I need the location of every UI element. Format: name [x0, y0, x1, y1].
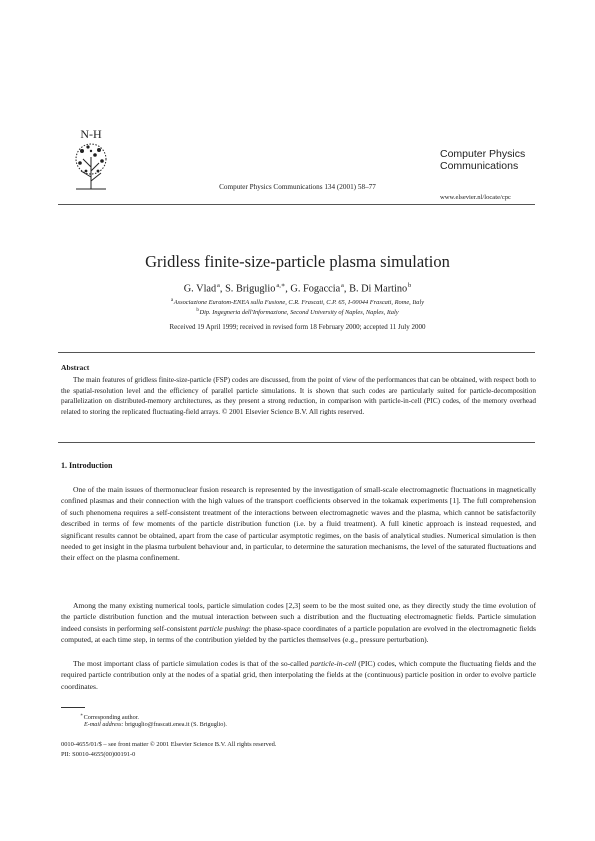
- author-separator: ,: [285, 283, 291, 295]
- affiliation-text: Dip. Ingegneria dell'Informazione, Second University of Naples, Naples, Italy: [199, 309, 399, 317]
- paper-title: Gridless finite-size-particle plasma simulation: [145, 252, 450, 271]
- section-heading-introduction: 1. Introduction: [61, 461, 113, 470]
- affiliation-text: Associazione Euratom-ENEA sulla Fusione, C.R. Frascati, C.P. 65, I-00044 Frascati, Rome, Italy: [173, 299, 425, 307]
- author-name: B. Di Martino: [349, 283, 408, 295]
- affiliation-mark: a: [170, 298, 174, 303]
- author-affiliation-mark: a: [341, 282, 344, 289]
- article-dates: Received 19 April 1999; received in revised form 18 February 2000; accepted 11 July 2000: [169, 323, 426, 331]
- pii-line: PII: S0010-4655(00)00191-0: [61, 751, 136, 758]
- emphasis-term: particle pushing: [199, 623, 249, 633]
- emphasis-term: particle-in-cell: [310, 659, 357, 668]
- title-divider: [58, 352, 535, 353]
- intro-paragraph-2: [61, 600, 536, 646]
- footnote-text: Corresponding author.: [83, 714, 139, 722]
- footnote-mark: ∗: [80, 712, 84, 717]
- journal-brand-line-2: Communications: [440, 160, 519, 172]
- journal-brand: [440, 148, 560, 172]
- abstract-heading: Abstract: [61, 363, 90, 372]
- publisher-logo-text: N-H: [80, 127, 102, 141]
- copyright-line: 0010-4655/01/$ – see front matter © 2001 Elsevier Science B.V. All rights reserved.: [61, 741, 277, 748]
- author-name: G. Fogaccia: [290, 283, 341, 295]
- paragraph-text: The most important class of particle simulation codes is that of the so-called: [73, 659, 311, 668]
- email-label: E-mail address:: [84, 721, 124, 728]
- author-separator: ,: [343, 283, 350, 295]
- author-name: G. Vlad: [183, 283, 217, 295]
- journal-citation: Computer Physics Communications 134 (2001) 58–77: [219, 183, 376, 191]
- footnote-email: [84, 721, 227, 728]
- paragraph-text: Among the many existing numerical tools, particle simulation codes [2,3] seem to be the most suited one, as they directly study the time evolution of the particle distribution function and the mutual interaction between such a distribution and the fluctuating electromagnetic fields. Particle simulation indeed consists in performing self-consistent: [61, 601, 536, 633]
- journal-url[interactable]: www.elsevier.nl/locate/cpc: [440, 194, 511, 201]
- paragraph-text: (PIC) codes, which compute the fluctuating fields and the required particle contribution only at the nodes of a spatial grid, then interpolating the fields at the (continuous) particle position in order to evolve particle coordinates.: [61, 659, 537, 691]
- header-divider: [58, 204, 535, 205]
- author-affiliation-mark: a: [217, 282, 220, 289]
- footnote-divider: [61, 707, 85, 708]
- affiliation-mark: b: [196, 308, 199, 313]
- email-address-link[interactable]: briguglio@frascati.enea.it (S. Briguglio).: [125, 721, 227, 728]
- intro-paragraph-1: One of the main issues of thermonuclear fusion research is represented by the investigation of small-scale electromagnetic fluctuations in magnetically confined plasmas and their connection with the high values of the transport coefficients observed in the tokamak experiments [1]. The full comprehension of such phenomena requires a self-consistent treatment of the interactions between electromagnetic waves and the plasma, which cannot be satisfactorily described in terms of few moments of the particle distribution function (i.e. by a fluid treatment). A full kinetic approach is instead requested, and significant results cannot be obtained, apart from the case of particular asymptotic regimes, on the basis of analytical studies. Numerical simulation is then needed to get insight in the plasma turbulent behaviour and, in particular, to determine the saturation mechanisms, the level of the saturated fluctuations and their effect on the plasma confinement.: [61, 485, 536, 563]
- intro-paragraph-3: [61, 658, 536, 692]
- author-affiliation-mark: b: [408, 282, 412, 289]
- footnote-corresponding-author: [80, 712, 139, 721]
- author-separator: ,: [219, 283, 226, 295]
- paragraph-text: : the phase-space coordinates of a particle population are evolved in the electromagnetic fields computed, at each time step, in terms of the contribution yielded by the particles themselves (e.g., pressure perturbation).: [61, 623, 537, 645]
- journal-brand-line-1: Computer Physics: [440, 148, 526, 160]
- abstract-divider: [58, 442, 535, 443]
- affiliation-b: [0, 308, 595, 316]
- abstract-text: The main features of gridless finite-size-particle (FSP) codes are discussed, from the point of view of the performances that can be obtained, with respect both to the spatial-resolution level and the efficiency of parallel particle simulations. It is shown that such codes are particularly suited for particle-decomposition parallelization on distributed-memory architectures, as they present a strong reduction, in comparison with particle-in-cell (PIC) codes, of the memory overhead related to storing the replicated fluctuating-field arrays. © 2001 Elsevier Science B.V. All rights reserved.: [61, 376, 536, 416]
- affiliation-a: [0, 298, 595, 306]
- author-list: [0, 281, 595, 294]
- author-affiliation-mark: a,∗: [276, 282, 286, 289]
- author-name: S. Briguglio: [225, 283, 276, 295]
